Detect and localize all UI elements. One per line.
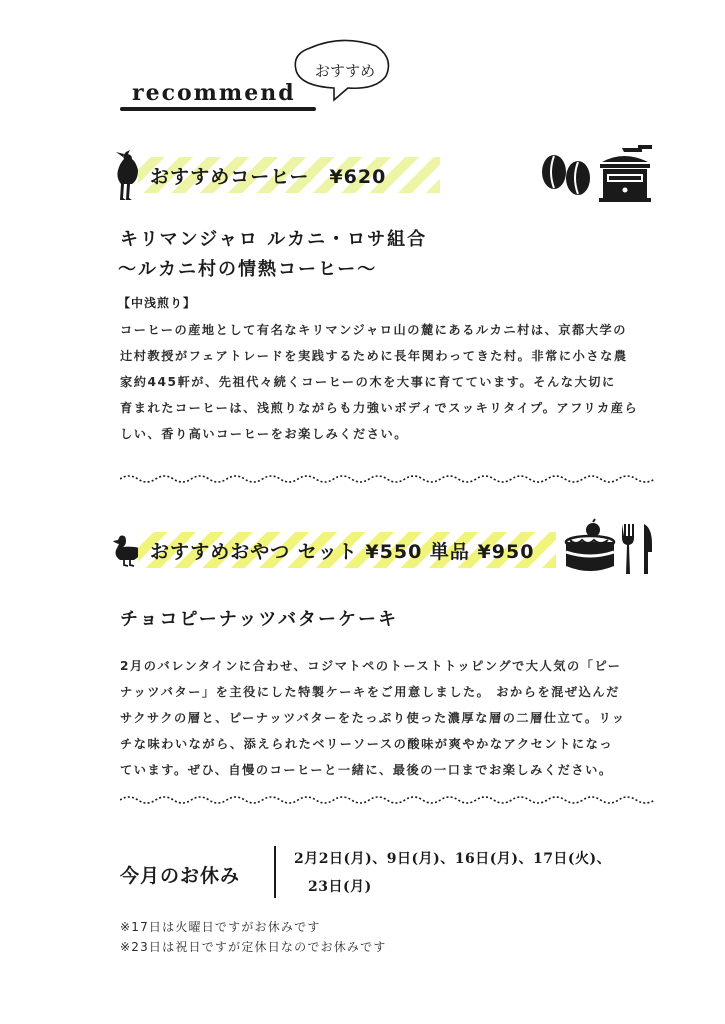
wavy-divider bbox=[120, 472, 655, 486]
holiday-label: 今月のお休み bbox=[120, 865, 241, 887]
coffee-description-line: 育まれたコーヒーは、浅煎りながらも力強いボディでスッキリタイプ。アフリカ産ら bbox=[120, 401, 639, 415]
snack-description-line: 2月のバレンタインに合わせ、コジマトペのトーストトッピングで大人気の「ピー bbox=[120, 659, 622, 673]
holiday-divider bbox=[274, 846, 276, 898]
holiday-note: ※23日は祝日ですが定休日なのでお休みです bbox=[120, 940, 387, 954]
snack-banner-text: おすすめおやつ セット ¥550 単品 ¥950 bbox=[150, 541, 535, 563]
snack-description bbox=[120, 653, 626, 783]
roast-level: 【中浅煎り】 bbox=[118, 296, 197, 310]
cake-slice-icon bbox=[562, 518, 618, 578]
snack-description-line: ナッツバター」を主役にした特製ケーキをご用意しました。 おからを混ぜ込んだ bbox=[120, 685, 620, 699]
recommend-heading: recommend bbox=[132, 80, 296, 106]
coffee-name-line1: キリマンジャロ ルカニ・ロサ組合 bbox=[120, 229, 428, 250]
header-underline bbox=[120, 107, 316, 111]
coffee-description-line: 家約445軒が、先祖代々続くコーヒーの木を大事に育てています。そんな大切に bbox=[120, 375, 616, 389]
coffee-description-line: しい、香り高いコーヒーをお楽しみください。 bbox=[120, 427, 408, 441]
snack-description-line: チな味わいながら、添えられたベリーソースの酸味が爽やかなアクセントになっ bbox=[120, 737, 614, 751]
coffee-description-line: 辻村教授がフェアトレードを実践するために長年関わってきた村。非常に小さな農 bbox=[120, 349, 628, 363]
holiday-dates-line2: 23日(月) bbox=[308, 879, 372, 895]
holiday-note: ※17日は火曜日ですがお休みです bbox=[120, 920, 321, 934]
coffee-description bbox=[120, 317, 638, 447]
speech-bubble-text: おすすめ bbox=[314, 62, 376, 80]
coffee-name-line2: ～ルカニ村の情熱コーヒー～ bbox=[118, 259, 378, 280]
knife-icon bbox=[638, 522, 654, 576]
wavy-divider bbox=[120, 793, 655, 807]
snack-description-line: サクサクの層と、ピーナッツバターをたっぷり使った濃厚な層の二層仕立て。リッ bbox=[120, 711, 626, 725]
fork-icon bbox=[620, 522, 636, 576]
coffee-description-line: コーヒーの産地として有名なキリマンジャロ山の麓にあるルカニ村は、京都大学の bbox=[120, 323, 628, 337]
coffee-beans-icon bbox=[538, 150, 594, 198]
coffee-grinder-icon bbox=[594, 142, 656, 204]
holiday-dates-line1: 2月2日(月)、9日(月)、16日(月)、17日(火)、 bbox=[294, 851, 612, 867]
snack-description-line: ています。ぜひ、自慢のコーヒーと一緒に、最後の一口までお楽しみください。 bbox=[120, 763, 613, 777]
coffee-banner-text: おすすめコーヒー ¥620 bbox=[150, 166, 387, 188]
snack-name: チョコピーナッツバターケーキ bbox=[120, 609, 399, 630]
